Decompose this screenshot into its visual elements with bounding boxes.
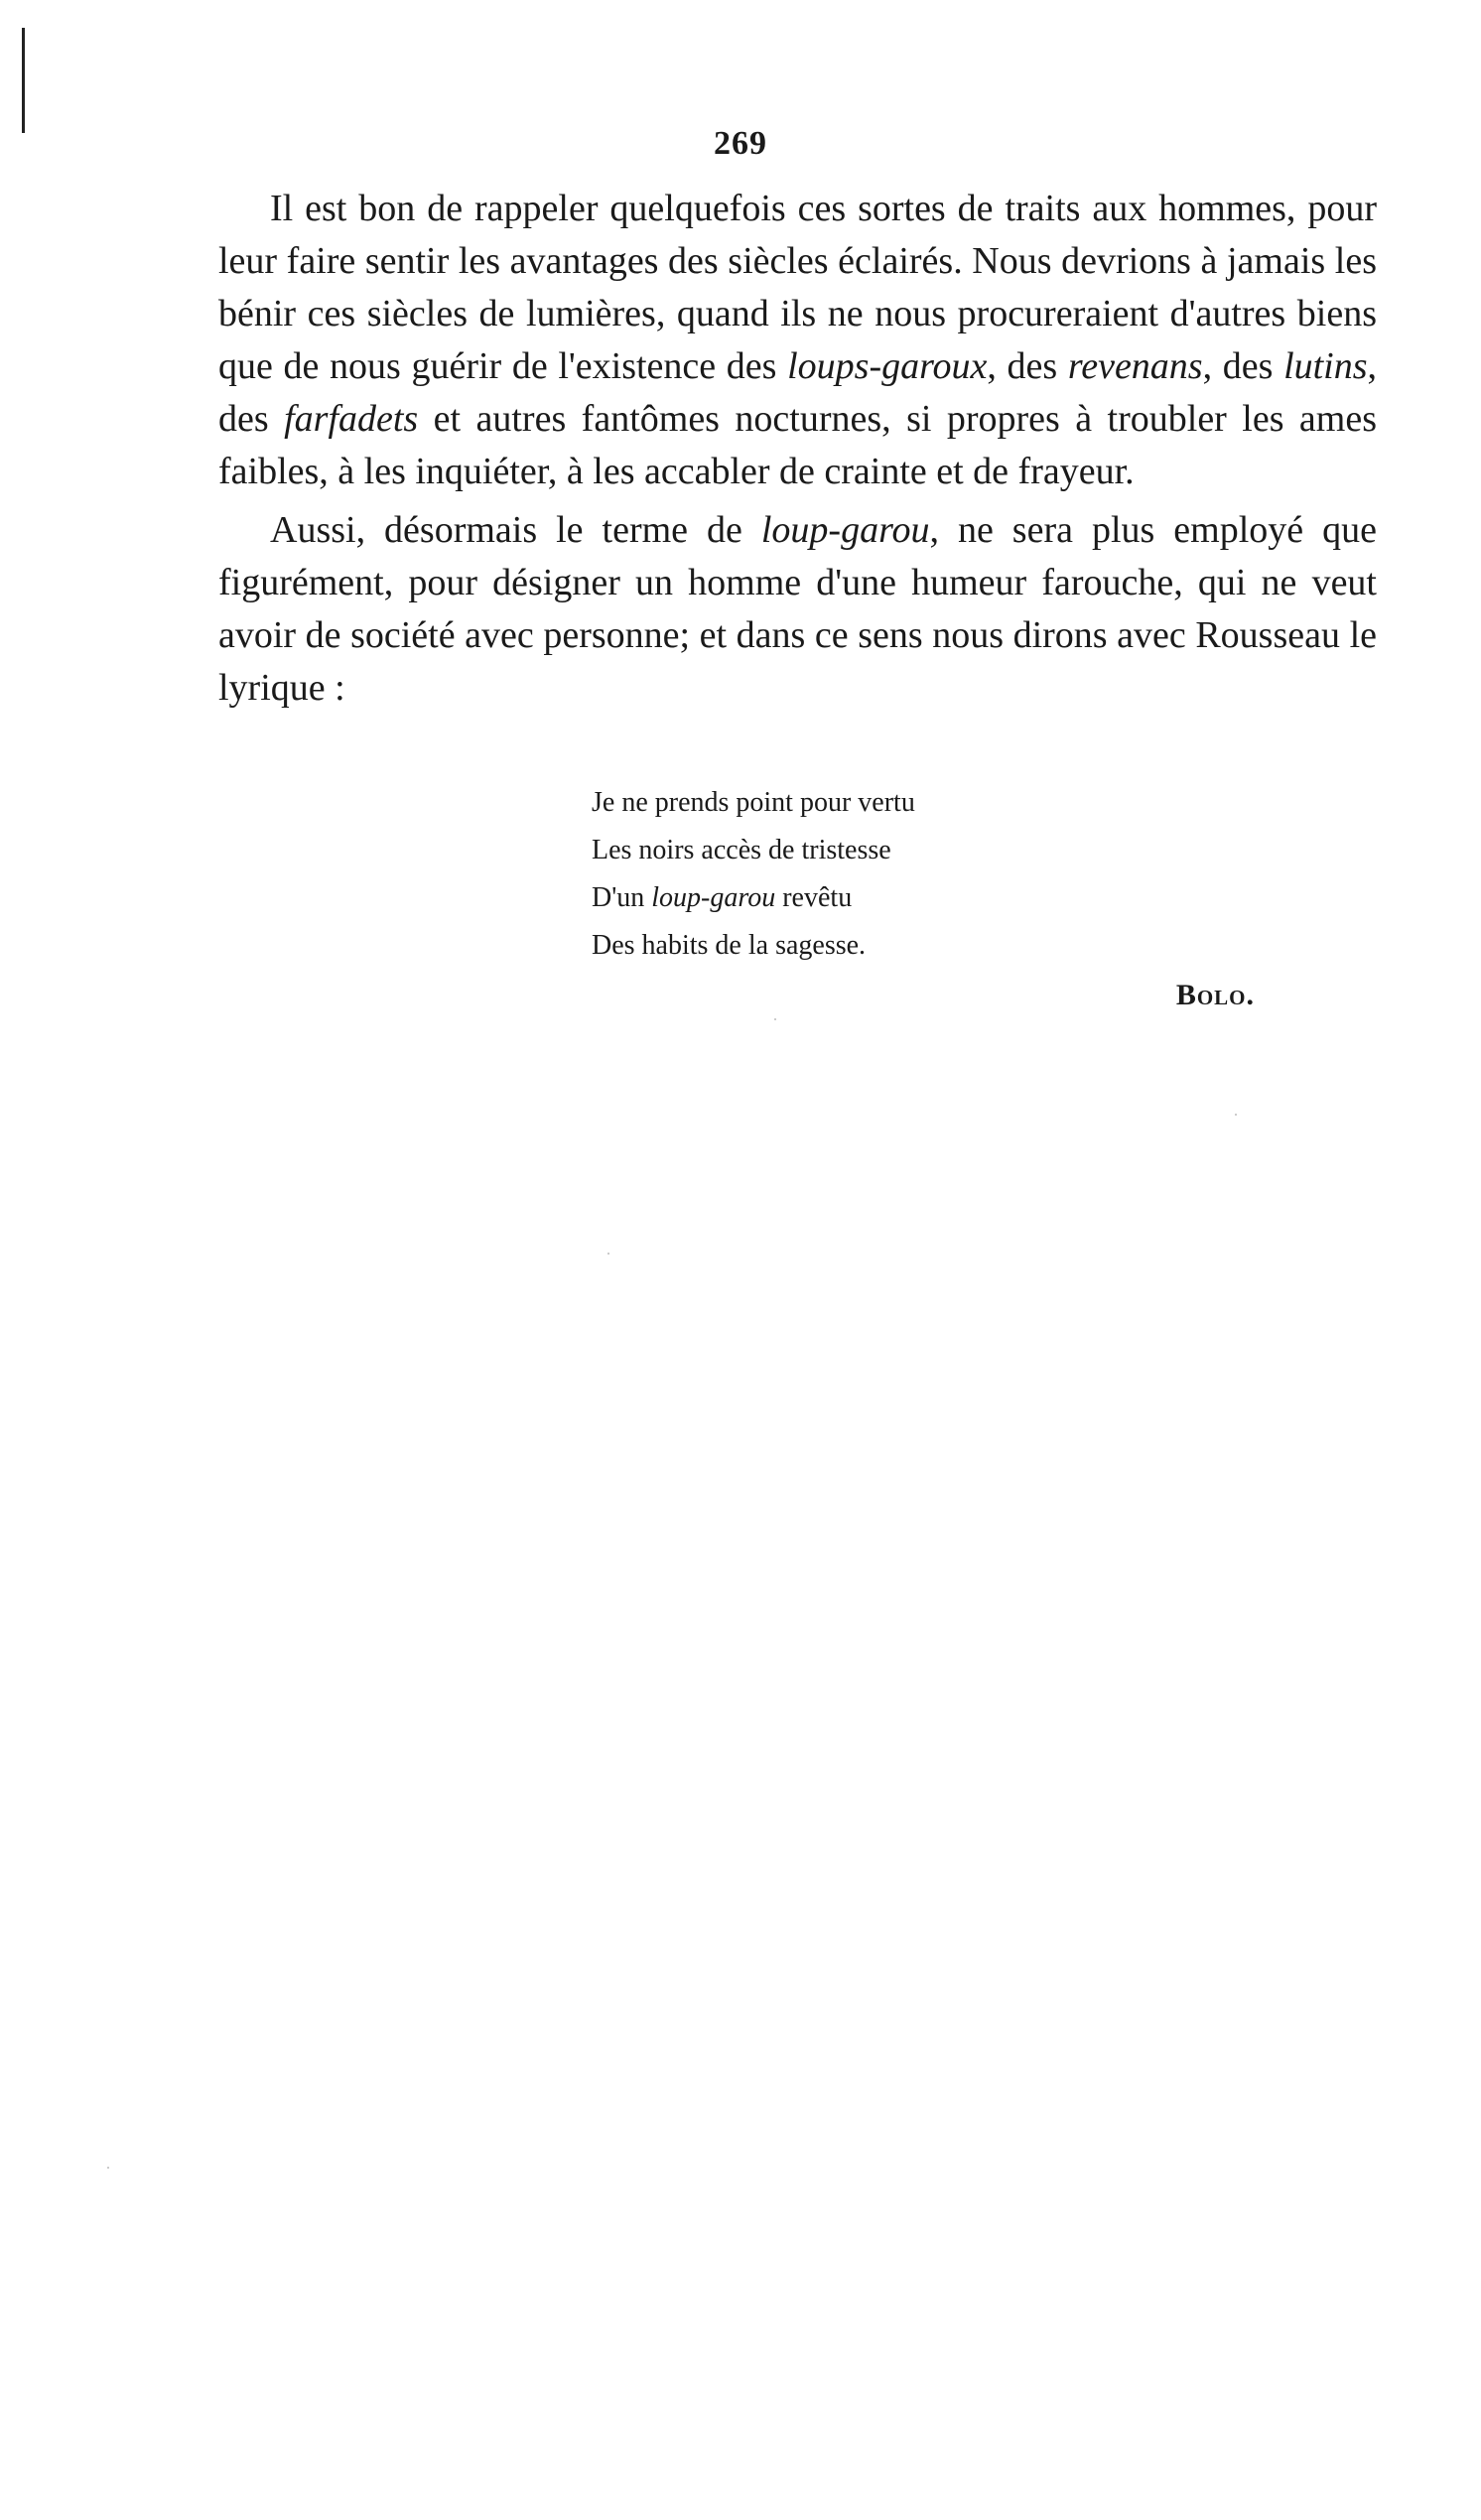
- body-text: [218, 183, 1377, 721]
- text-run: revêtu: [775, 882, 853, 913]
- text-run: Aussi, désormais le terme de: [270, 509, 761, 551]
- text-run: D'un: [592, 882, 652, 913]
- italic-term: loup-garou: [760, 509, 930, 551]
- italic-term: lutins: [1283, 345, 1368, 387]
- italic-term: loup-garou: [651, 882, 776, 913]
- scan-speck: [107, 2167, 109, 2169]
- verse-line-1: [592, 779, 915, 827]
- scan-speck: [774, 1018, 776, 1020]
- verse-line-3: [592, 874, 915, 922]
- author-signature: Bolo.: [1175, 979, 1255, 1011]
- text-run: , des: [1202, 345, 1284, 387]
- verse-line-2: [592, 827, 915, 874]
- text-run: , ne sera plus employé que figurément, pour désigner un homme d'une humeur farouche, qui ne veut avoir de société avec personne; et dans ce sens nous dirons avec Rousseau le lyrique :: [218, 509, 1377, 709]
- paragraph-1: [218, 183, 1377, 498]
- verse-line-4: [592, 922, 915, 970]
- scan-speck: [607, 1253, 609, 1255]
- text-run: Je ne prends point pour vertu: [592, 787, 915, 818]
- text-run: Les noirs accès de tristesse: [592, 835, 891, 865]
- text-run: , des: [218, 345, 1378, 440]
- verse-quotation: [592, 779, 915, 970]
- text-run: Il est bon de rappeler quelquefois ces sortes de traits aux hommes, pour leur faire sentir les avantages des siècles éclairés. Nous devrions à jamais les bénir ces siècles de lumières, quand ils ne nous procureraient d'autres biens que de nous guérir de l'existence des: [218, 188, 1377, 387]
- italic-term: farfadets: [284, 398, 419, 440]
- text-run: Des habits de la sagesse.: [592, 930, 867, 961]
- scan-speck: [1235, 1114, 1237, 1116]
- text-run: et autres fantômes nocturnes, si propres à troubler les ames faibles, à les inquiéter, à les accabler de crainte et de frayeur.: [218, 398, 1377, 492]
- paragraph-2: [218, 504, 1377, 715]
- italic-term: revenans: [1067, 345, 1203, 387]
- margin-scan-rule: [22, 28, 25, 133]
- italic-term: loups-garoux: [787, 345, 988, 387]
- text-run: , des: [987, 345, 1068, 387]
- page-number: 269: [714, 125, 767, 162]
